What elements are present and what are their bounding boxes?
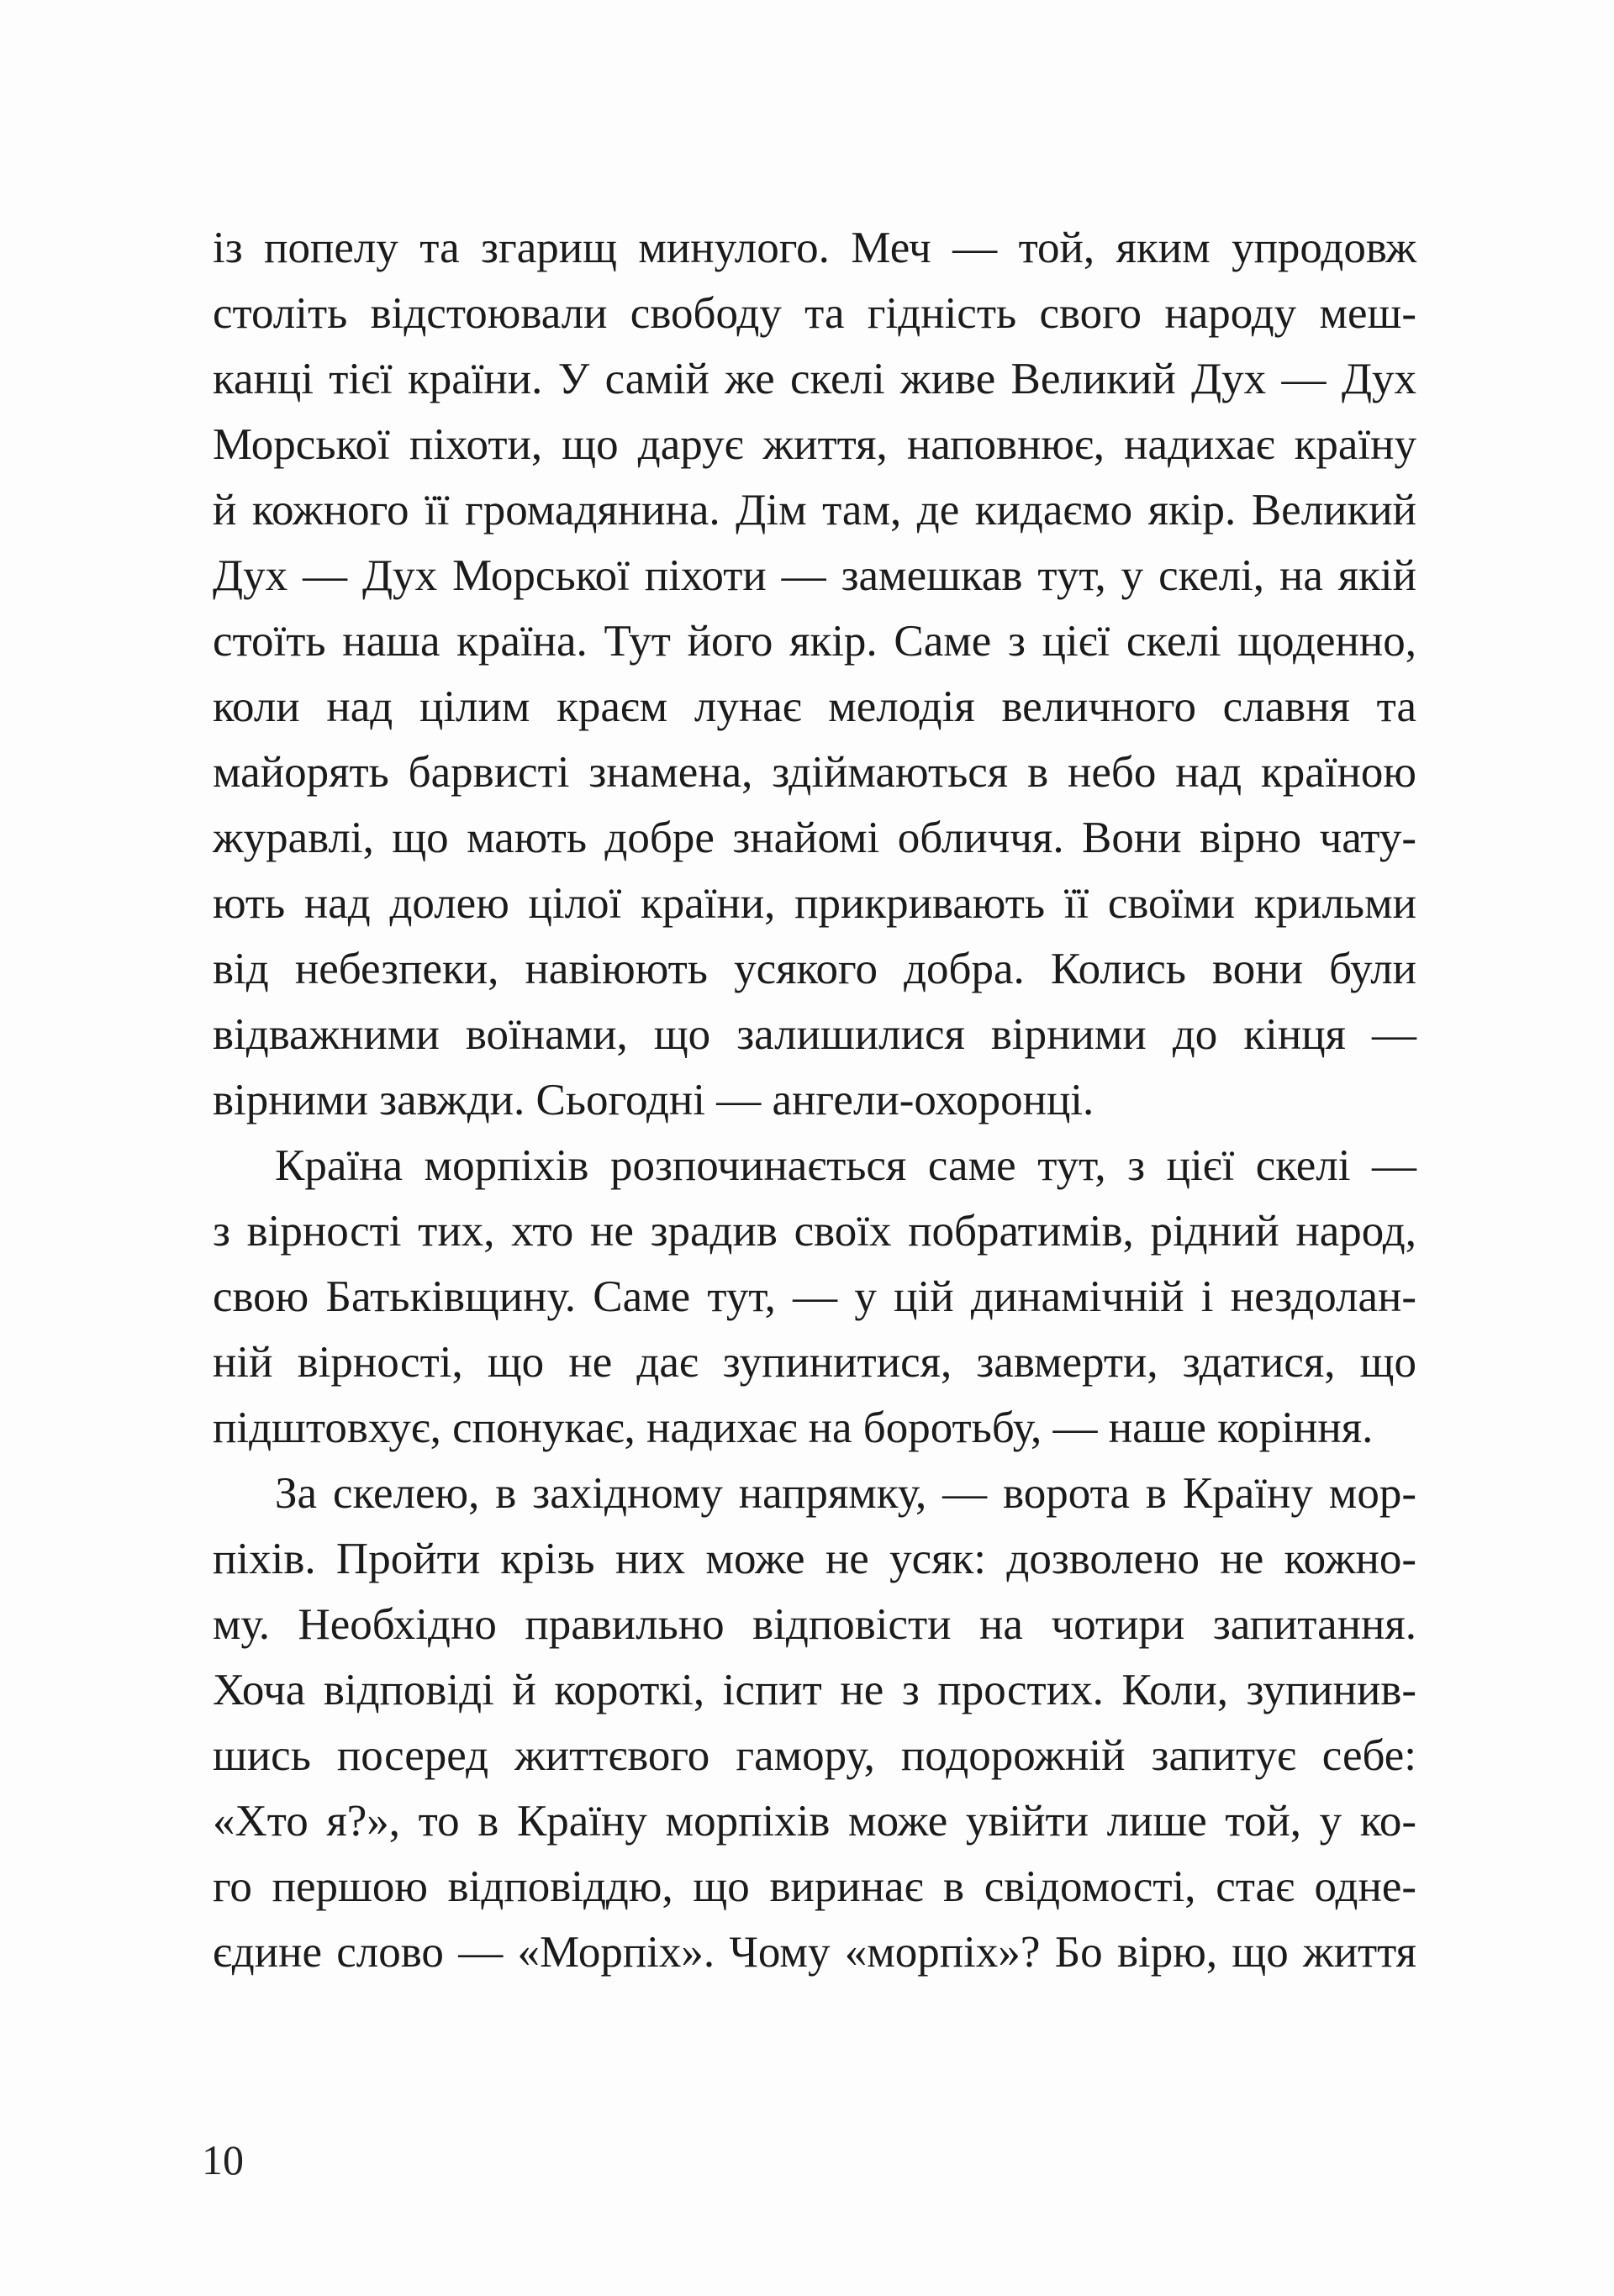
text-line: й кожного її громадянина. Дім там, де кидаємо якір. Великий (213, 486, 1416, 535)
text-line: підштовхує, спонукає, надихає на боротьбу, — наше коріння. (213, 1403, 1374, 1452)
text-line: журавлі, що мають добре знайомі обличчя. Вони вірно чату- (213, 814, 1416, 862)
text-line: му. Необхідно правильно відповісти на чотири запитання. (213, 1600, 1416, 1649)
text-line: Морської піхоти, що дарує життя, наповнює, надихає країну (213, 420, 1416, 469)
text-line: свою Батьківщину. Саме тут, — у цій динамічній і нездолан- (213, 1272, 1416, 1321)
paragraph (213, 1461, 1416, 1985)
text-line: Країна морпіхів розпочинається саме тут, з цієї скелі — (275, 1141, 1416, 1190)
page-text-block (213, 215, 1416, 1985)
text-line: майорять барвисті знамена, здіймаються в небо над країною (213, 748, 1416, 797)
text-line: з вірності тих, хто не зрадив своїх побратимів, рідний народ, (213, 1207, 1416, 1256)
text-line: від небезпеки, навіюють усякого добра. Колись вони були (213, 945, 1416, 993)
page-number: 10 (202, 2136, 244, 2183)
text-line: із попелу та згарищ минулого. Меч — той, яким упродовж (213, 224, 1416, 272)
text-line: століть відстоювали свободу та гідність свого народу меш- (213, 289, 1416, 338)
text-line: За скелею, в західному напрямку, — ворота в Країну мор- (275, 1469, 1416, 1518)
text-line: го першою відповіддю, що виринає в свідомості, стає одне- (213, 1862, 1416, 1911)
text-line: відважними воїнами, що залишилися вірними до кінця — (213, 1010, 1416, 1059)
text-line: Хоча відповіді й короткі, іспит не з простих. Коли, зупинив- (213, 1666, 1416, 1714)
text-line: Дух — Дух Морської піхоти — замешкав тут, у скелі, на якій (213, 551, 1416, 600)
text-line: стоїть наша країна. Тут його якір. Саме з цієї скелі щоденно, (213, 617, 1416, 666)
text-line: «Хто я?», то в Країну морпіхів може увійти лише той, у ко- (213, 1797, 1416, 1846)
paragraph (213, 215, 1416, 1133)
text-line: ній вірності, що не дає зупинитися, завмерти, здатися, що (213, 1338, 1416, 1387)
text-line: коли над цілим краєм лунає мелодія величного славня та (213, 682, 1416, 731)
paragraph (213, 1133, 1416, 1461)
text-line: єдине слово — «Морпіх». Чому «морпіх»? Бо вірю, що життя (213, 1928, 1416, 1977)
text-line: канці тієї країни. У самій же скелі живе Великий Дух — Дух (213, 355, 1416, 403)
text-line: ють над долею цілої країни, прикривають її своїми крильми (213, 879, 1416, 928)
text-line: вірними завжди. Сьогодні — ангели-охоронці. (213, 1076, 1094, 1124)
text-line: піхів. Пройти крізь них може не усяк: дозволено не кожно- (213, 1535, 1416, 1583)
text-line: шись посеред життєвого гамору, подорожній запитує себе: (213, 1731, 1416, 1780)
